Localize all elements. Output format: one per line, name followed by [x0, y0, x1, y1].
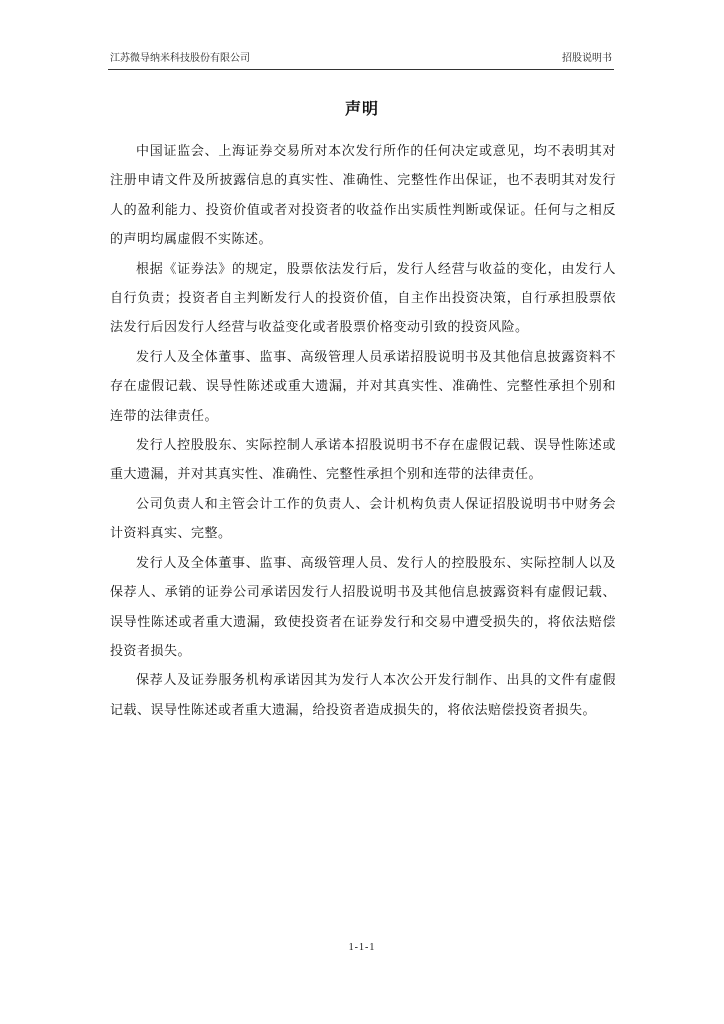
header-company-name: 江苏微导纳米科技股份有限公司: [110, 53, 250, 64]
paragraph: 公司负责人和主管会计工作的负责人、会计机构负责人保证招股说明书中财务会计资料真实、完整。: [110, 496, 616, 542]
paragraph: 发行人及全体董事、监事、高级管理人员、发行人的控股股东、实际控制人以及保荐人、承销的证券公司承诺因发行人招股说明书及其他信息披露资料有虚假记载、误导性陈述或者重大遗漏，致使投资者在证券发行和交易中遭受损失的，将依法赔偿投资者损失。: [110, 555, 616, 659]
paragraph: 发行人控股股东、实际控制人承诺本招股说明书不存在虚假记载、误导性陈述或重大遗漏，并对其真实性、准确性、完整性承担个别和连带的法律责任。: [110, 438, 616, 483]
paragraph: 根据《证券法》的规定，股票依法发行后，发行人经营与收益的变化，由发行人自行负责；投资者自主判断发行人的投资价值，自主作出投资决策，自行承担股票依法发行后因发行人经营与收益变化或者股票价格变动引致的投资风险。: [110, 261, 616, 336]
header-document-type: 招股说明书: [562, 53, 612, 64]
declaration-body: [110, 137, 616, 725]
paragraph: 中国证监会、上海证券交易所对本次发行所作的任何决定或意见，均不表明其对注册申请文件及所披露信息的真实性、准确性、完整性作出保证，也不表明其对发行人的盈利能力、投资价值或者对投资者的收益作出实质性判断或保证。任何与之相反的声明均属虚假不实陈述。: [110, 144, 616, 248]
page-title: 声明: [344, 99, 379, 118]
paragraph: 发行人及全体董事、监事、高级管理人员承诺招股说明书及其他信息披露资料不存在虚假记载、误导性陈述或重大遗漏，并对其真实性、准确性、完整性承担个别和连带的法律责任。: [110, 349, 616, 424]
page-number: 1-1-1: [348, 942, 376, 953]
paragraph: 保荐人及证券服务机构承诺因其为发行人本次公开发行制作、出具的文件有虚假记载、误导性陈述或者重大遗漏，给投资者造成损失的，将依法赔偿投资者损失。: [110, 673, 616, 718]
page-header: [108, 51, 614, 70]
